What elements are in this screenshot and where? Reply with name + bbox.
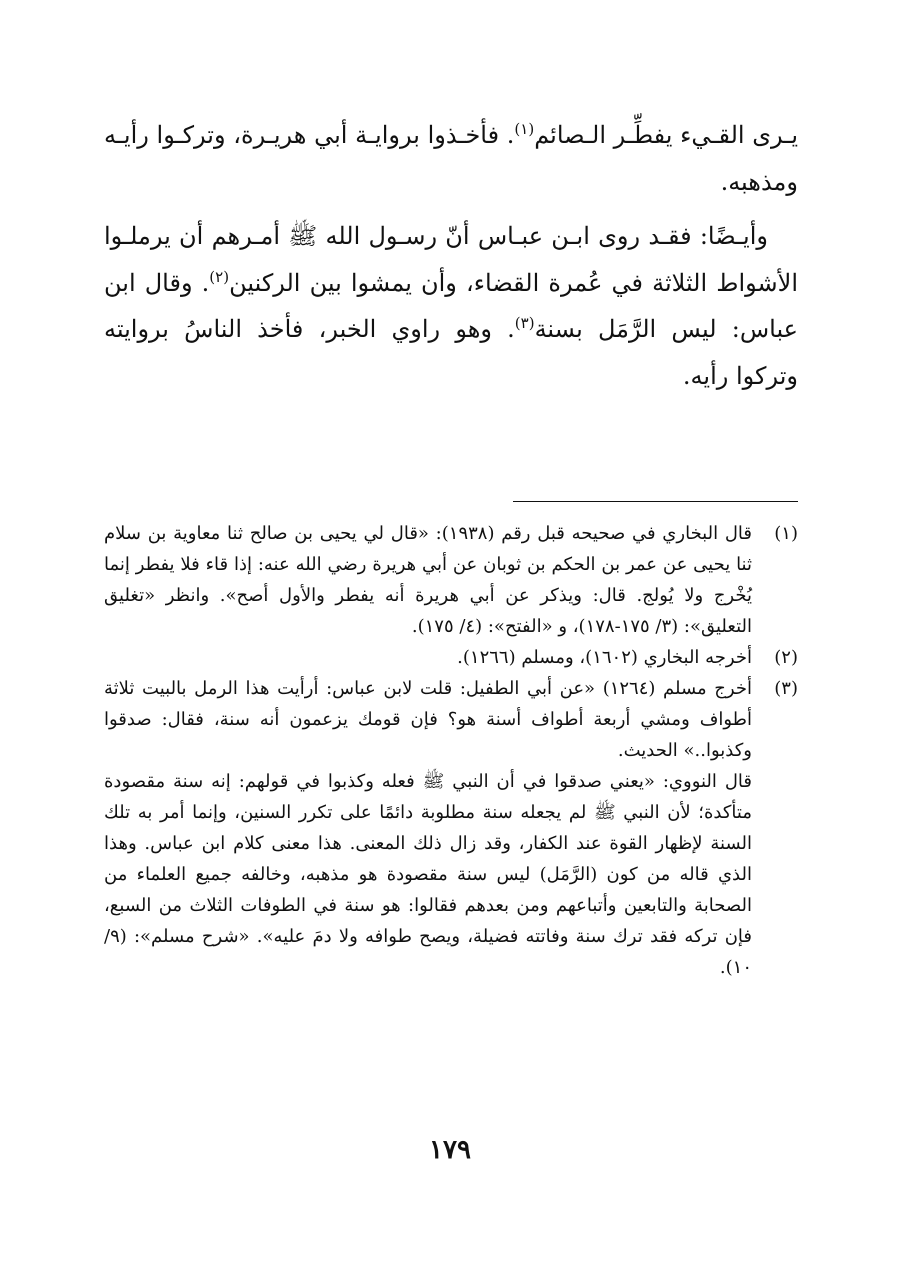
footnote-paragraph: قال النووي: «يعني صدقوا في أن النبي ﷺ فعله وكذبوا في قولهم: إنه سنة مقصودة متأكدة؛ لأن النبي ﷺ لم يجعله سنة مطلوبة دائمًا على تكرر السنين، وإنما أمر به تلك السنة لإظهار القوة عند الكفار، وقد زال ذلك المعنى. هذا معنى كلام ابن عباس. وهذا الذي قاله من كون (الرَّمَل) ليس سنة مقصودة هو مذهبه، وخالفه جميع العلماء من الصحابة والتابعين وأتباعهم ومن بعدهم فقالوا: هو سنة في الطوفات الثلاث من السبع، فإن تركه فقد ترك سنة وفاتته فضيلة، ويصح طوافه ولا دمَ عليه». «شرح مسلم»: (٩/ ١٠). [104,771,752,978]
footnote-1 [104,518,798,642]
footnotes [104,518,798,983]
footnote-paragraph: قال البخاري في صحيحه قبل رقم (١٩٣٨): «قال لي يحيى بن صالح ثنا معاوية بن سلام ثنا يحيى عن عمر بن الحكم بن ثوبان عن أبي هريرة رضي الله عنه: إذا قاء فلا يفطر إنما يُخْرج ولا يُولج. قال: ويذكر عن أبي هريرة أنه يفطر والأول أصح». وانظر «تغليق التعليق»: (٣/ ١٧٥-١٧٨)، و «الفتح»: (٤/ ١٧٥). [104,523,752,637]
footnote-separator [513,501,798,502]
footnote-ref: (٣) [514,314,535,332]
page-number: ١٧٩ [429,1135,471,1165]
footnote-ref: (١) [514,120,535,138]
footnote-text [104,642,752,673]
footnote-2 [104,642,798,673]
footnote-number: (٢) [774,647,798,668]
footnote-ref: (٢) [209,267,230,286]
footnote-3 [104,673,798,983]
main-text [104,112,798,399]
paragraph-1: يـرى القـيء يفطِّـر الـصائم$^{(١)}$. فأخـذوا بروايـة أبي هريـرة، وتركـوا رأيـه ومذهبه. [104,120,799,196]
footnote-text [104,518,752,642]
paragraph-2: وأيـضًا: فقـد روى ابـن عبـاس أنّ رسـول الله ﷺ أمـرهم أن يرملـوا الأشواط الثلاثة في عُمرة القضاء، وأن يمشوا بين الركنين$^{(٢)}$. وقال ابن عباس: ليس الرَّمَل بسنة$^{(٣)}$. وهو راوي الخبر، فأخذ الناسُ بروايته وتركوا رأيه. [104,222,798,390]
footnote-number: (١) [774,523,798,544]
footnote-paragraph: أخرجه البخاري (١٦٠٢)، ومسلم (١٢٦٦). [457,647,752,668]
footnote-paragraph: أخرج مسلم (١٢٦٤) «عن أبي الطفيل: قلت لابن عباس: أرأيت هذا الرمل بالبيت ثلاثة أطواف ومشي أربعة أطواف أسنة هو؟ فإن قومك يزعمون أنه سنة، فقال: صدقوا وكذبوا..» الحديث. [104,678,752,761]
footnote-text [104,673,752,983]
footnote-number: (٣) [774,678,798,699]
